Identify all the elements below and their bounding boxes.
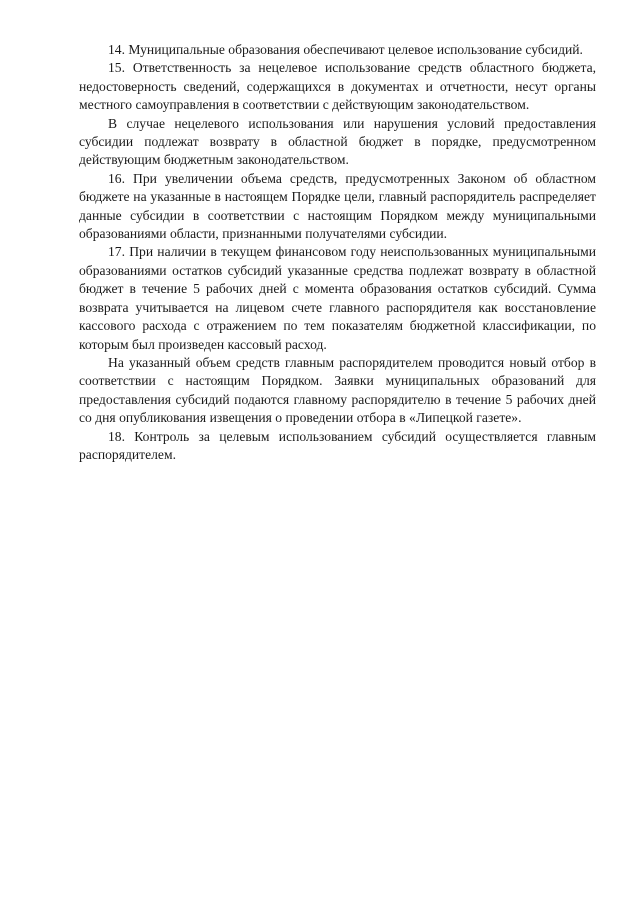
document-body	[79, 41, 596, 464]
paragraph-18: 18. Контроль за целевым использованием субсидий осуществляется главным распорядителем.	[79, 428, 596, 462]
paragraph-15-continuation: В случае нецелевого использования или нарушения условий предоставления субсидии подлежат возврату в областной бюджет в порядке, предусмотренном действующим бюджетным законодательством.	[79, 115, 596, 168]
paragraph-16: 16. При увеличении объема средств, предусмотренных Законом об областном бюджете на указанные в настоящем Порядке цели, главный распорядитель распределяет данные субсидии в соответствии с настоящим Порядком между муниципальными образованиями области, признанными получателями субсидии.	[79, 170, 596, 242]
paragraph-17-continuation: На указанный объем средств главным распорядителем проводится новый отбор в соответствии с настоящим Порядком. Заявки муниципальных образований для предоставления субсидий подаются главному распорядителю в течение 5 рабочих дней со дня опубликования извещения о проведении отбора в «Липецкой газете».	[79, 354, 596, 426]
paragraph-14: 14. Муниципальные образования обеспечивают целевое использование субсидий.	[108, 42, 583, 57]
paragraph-15: 15. Ответственность за нецелевое использование средств областного бюджета, недостоверность сведений, содержащихся в документах и отчетности, несут органы местного самоуправления в соответствии с действующим законодательством.	[79, 60, 596, 113]
paragraph-17: 17. При наличии в текущем финансовом году неиспользованных муниципальными образованиями остатков субсидий указанные средства подлежат возврату в областной бюджет в течение 5 рабочих дней с момента образования остатков субсидий. Сумма возврата учитывается на лицевом счете главного распорядителя как восстановление кассового расхода с отражением по тем показателям бюджетной классификации, по которым был произведен кассовый расход.	[79, 244, 596, 352]
